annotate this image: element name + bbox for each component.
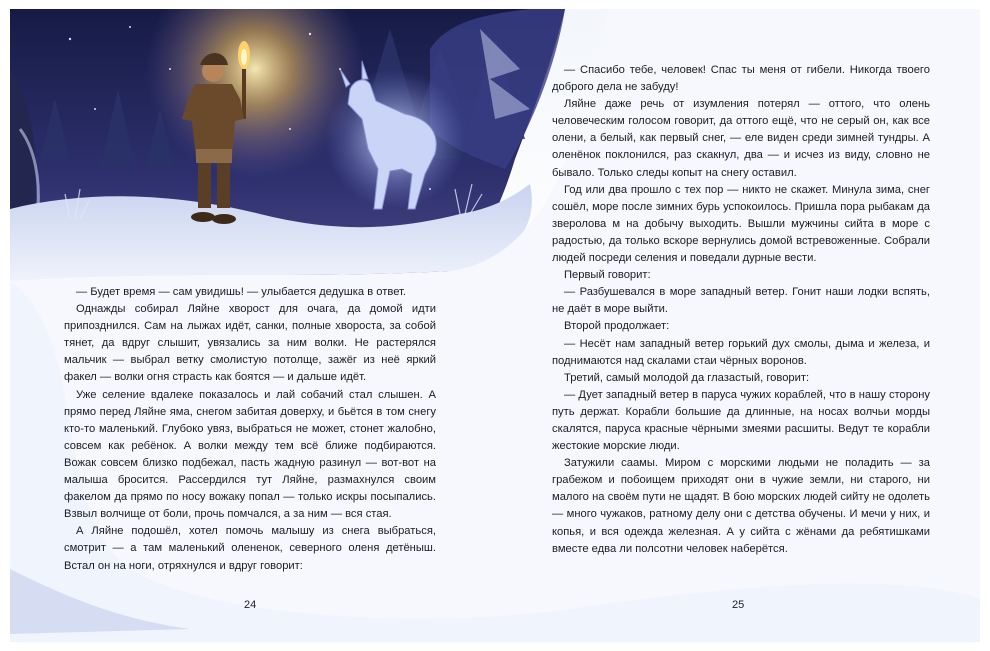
- paragraph: Однажды собирал Ляйне хворост для очага, да домой идти припозднился. Сам на лыжах идёт, санки, полные хвороста, за собой тянет, да вдруг слышит, увязались за ним волки. Не растерялся мальчик — выбрал ветку смолистую потолще, зажёг из неё яркий факел — волки огня страсть как боятся — и дальше идёт.: [64, 303, 436, 384]
- left-page-text: [64, 284, 436, 575]
- paragraph: — Разбушевался в море западный ветер. Гонит наши лодки вспять, не даёт в море выйти.: [552, 286, 930, 316]
- right-page-text: [552, 62, 930, 558]
- paragraph: Затужили саамы. Миром с морскими людьми не поладить — за грабежом и побоищем приходят они в чужие земли, ни старого, ни малого на своём пути не щадят. В бою морских людей сийту не одолеть — много чужаков, ратному делу они с детства обучены. И мечи у них, и копья, и вся одежда железная. А у сийта с жёнами да ребятишками вместе едва ли полсотни человек наберётся.: [552, 457, 930, 555]
- paragraph: — Дует западный ветер в паруса чужих кораблей, что в нашу сторону путь держат. Корабли большие да длинные, на носах волчьи морды скалятся, паруса красные чёрными змеями расшиты. Ведут те корабли жестокие морские люди.: [552, 388, 930, 453]
- paragraph: Ляйне даже речь от изумления потерял — оттого, что олень человеческим голосом говорит, да оттого ещё, что не серый он, как все олени, а белый, как первый снег, — еле виден среди зимней тундры. А оленёнок поклонился, раз скакнул, два — и исчез из виду, словно не бывало. Только следы копыт на снегу оставил.: [552, 98, 930, 179]
- paragraph: Год или два прошло с тех пор — никто не скажет. Минула зима, снег сошёл, море после зимних бурь успокоилось. Пришла пора рыбакам да зверолова м на добычу выходить. Вышли мужчины сийта в море с радостью, да только вскоре вернулись домой встревоженные. Собрали людей посреди селения и поведали дурные вести.: [552, 183, 930, 265]
- paragraph: — Спасибо тебе, человек! Спас ты меня от гибели. Никогда твоего доброго дела не забуду!: [552, 64, 930, 94]
- paragraph: — Будет время — сам увидишь! — улыбается дедушка в ответ.: [76, 286, 407, 298]
- paragraph: Уже селение вдалеке показалось и лай собачий стал слышен. А прямо перед Ляйне яма, снегом забитая доверху, и бьётся в том снегу кто-то маленький. Глубоко увяз, выбраться не может, стонет жалобно, совсем как ребёнок. А волки между тем всё ближе подбираются. Вожак совсем близко подбежал, пасть жадную разинул — вот-вот на малыша бросится. Рассердился тут Ляйне, размахнулся своим факелом да прямо по носу вожаку попал — только искры посыпались. Взвыл волчище от боли, прочь помчался, а за ним — вся стая.: [64, 388, 436, 521]
- paragraph: А Ляйне подошёл, хотел помочь малышу из снега выбраться, смотрит — а там маленький олененок, северного оленя детёныш. Встал он на ноги, отряхнулся и вдруг говорит:: [64, 525, 436, 572]
- page-number-left: 24: [244, 599, 257, 611]
- paragraph: Третий, самый молодой да глазастый, говорит:: [564, 371, 810, 384]
- paragraph: Второй продолжает:: [564, 320, 670, 333]
- page-number-right: 25: [732, 599, 745, 611]
- book-spread: [10, 9, 980, 642]
- paragraph: — Несёт нам западный ветер горький дух смолы, дыма и железа, и поднимаются над скалами стаи чёрных воронов.: [552, 337, 930, 367]
- paragraph: Первый говорит:: [564, 269, 651, 282]
